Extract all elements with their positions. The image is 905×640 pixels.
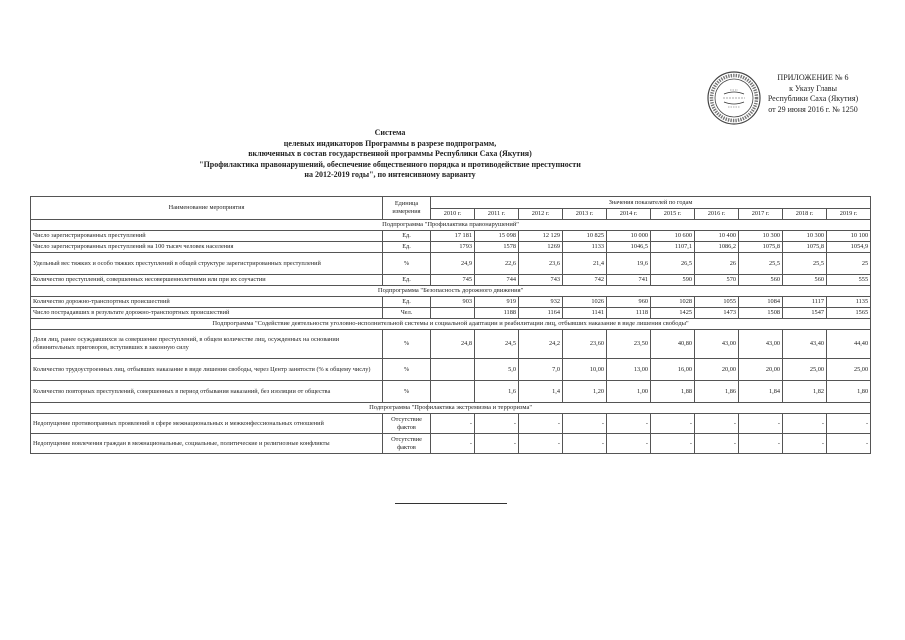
- indicator-value: -: [695, 434, 739, 454]
- header-year: 2012 г.: [519, 209, 563, 220]
- indicator-value: 1188: [475, 308, 519, 319]
- indicator-value: 17 181: [431, 231, 475, 242]
- indicator-value: 1565: [827, 308, 871, 319]
- indicator-value: 1135: [827, 297, 871, 308]
- indicator-value: -: [607, 434, 651, 454]
- indicator-value: -: [783, 414, 827, 434]
- indicator-value: -: [475, 434, 519, 454]
- indicator-value: 1075,8: [739, 242, 783, 253]
- indicator-value: -: [651, 434, 695, 454]
- header-year: 2014 г.: [607, 209, 651, 220]
- indicator-value: -: [827, 414, 871, 434]
- indicator-name: Количество трудоустроенных лиц, отбывших наказание в виде лишения свободы, через Центр занятости (% к общему числу): [31, 359, 383, 381]
- indicator-value: [431, 381, 475, 403]
- header-year: 2018 г.: [783, 209, 827, 220]
- indicator-value: 560: [739, 275, 783, 286]
- indicator-name: Число пострадавших в результате дорожно-транспортных происшествий: [31, 308, 383, 319]
- appendix-issuer: Республики Саха (Якутия): [767, 94, 859, 103]
- indicator-value: -: [695, 414, 739, 434]
- indicator-value: 560: [783, 275, 827, 286]
- table-row: [31, 434, 871, 454]
- indicator-name: Количество повторных преступлений, совершенных в период отбывания наказаний, без изоляции от общества: [31, 381, 383, 403]
- header-year: 2010 г.: [431, 209, 475, 220]
- indicator-value: 1,80: [827, 381, 871, 403]
- indicator-value: 10 100: [827, 231, 871, 242]
- indicator-value: 26,5: [651, 253, 695, 275]
- table-body: [31, 220, 871, 454]
- indicator-value: 1118: [607, 308, 651, 319]
- indicator-value: 20,00: [695, 359, 739, 381]
- indicator-value: -: [431, 414, 475, 434]
- indicator-value: -: [431, 434, 475, 454]
- end-of-document-line: [395, 503, 507, 504]
- indicator-value: 23,6: [519, 253, 563, 275]
- indicator-value: 1,84: [739, 381, 783, 403]
- indicator-value: 25,00: [827, 359, 871, 381]
- indicator-value: 20,00: [739, 359, 783, 381]
- subprogram-title: Подпрограмма "Профилактика экстремизма и терроризма": [31, 403, 871, 414]
- indicator-value: 570: [695, 275, 739, 286]
- indicator-value: 25,00: [783, 359, 827, 381]
- indicator-value: 25,5: [783, 253, 827, 275]
- indicator-value: 43,00: [739, 330, 783, 359]
- indicator-unit: Ед.: [383, 231, 431, 242]
- indicator-value: -: [519, 414, 563, 434]
- header-year: 2017 г.: [739, 209, 783, 220]
- indicator-value: 13,00: [607, 359, 651, 381]
- header-unit-line: измерения: [392, 208, 421, 215]
- indicator-name: Количество преступлений, совершенных несовершеннолетними или при их соучастии: [31, 275, 383, 286]
- indicator-value: 1,86: [695, 381, 739, 403]
- indicator-value: 903: [431, 297, 475, 308]
- indicator-value: 745: [431, 275, 475, 286]
- indicator-value: 44,40: [827, 330, 871, 359]
- indicator-unit: %: [383, 253, 431, 275]
- indicator-value: -: [651, 414, 695, 434]
- table-row: [31, 330, 871, 359]
- indicator-unit: Ед.: [383, 275, 431, 286]
- indicator-value: 43,00: [695, 330, 739, 359]
- indicator-value: 1117: [783, 297, 827, 308]
- indicator-unit: Отсутствие фактов: [383, 434, 431, 454]
- indicator-unit: Ед.: [383, 242, 431, 253]
- indicator-value: 24,5: [475, 330, 519, 359]
- indicator-value: 1,4: [519, 381, 563, 403]
- header-values-by-year: Значения показателей по годам: [431, 197, 871, 209]
- indicator-value: 24,8: [431, 330, 475, 359]
- indicator-unit: Чел.: [383, 308, 431, 319]
- subprogram-row: [31, 220, 871, 231]
- table-row: [31, 414, 871, 434]
- appendix-date: от 29 июня 2016 г. № 1250: [768, 104, 858, 114]
- indicator-value: 555: [827, 275, 871, 286]
- indicator-value: 10 300: [739, 231, 783, 242]
- indicator-value: 743: [519, 275, 563, 286]
- indicator-value: 25: [827, 253, 871, 275]
- indicator-value: 1084: [739, 297, 783, 308]
- indicator-value: 25,5: [739, 253, 783, 275]
- appendix-number: ПРИЛОЖЕНИЕ № 6: [777, 73, 849, 82]
- indicator-value: 12 129: [519, 231, 563, 242]
- indicator-value: 19,6: [607, 253, 651, 275]
- subprogram-title: Подпрограмма "Содействие деятельности уголовно-исполнительной системы и социальной адаптации и реабилитации лиц, отбывших наказание в виде лишения свободы": [31, 319, 871, 330]
- indicator-value: 1075,8: [783, 242, 827, 253]
- header-year: 2015 г.: [651, 209, 695, 220]
- header-year: 2013 г.: [563, 209, 607, 220]
- indicator-value: 1055: [695, 297, 739, 308]
- indicator-value: 21,4: [563, 253, 607, 275]
- table-row: [31, 381, 871, 403]
- indicator-unit: %: [383, 359, 431, 381]
- indicator-value: 1028: [651, 297, 695, 308]
- indicator-value: 1,20: [563, 381, 607, 403]
- subprogram-title: Подпрограмма "Безопасность дорожного движения": [31, 286, 871, 297]
- indicator-value: 24,9: [431, 253, 475, 275]
- indicator-name: Количество дорожно-транспортных происшествий: [31, 297, 383, 308]
- indicator-name: Недопущение вовлечения граждан в межнациональные, социальные, политические и религиозные конфликты: [31, 434, 383, 454]
- indicator-value: 10 400: [695, 231, 739, 242]
- indicator-value: 23,50: [607, 330, 651, 359]
- indicator-value: 960: [607, 297, 651, 308]
- subprogram-row: [31, 403, 871, 414]
- indicator-value: 1133: [563, 242, 607, 253]
- indicator-value: 1054,9: [827, 242, 871, 253]
- subprogram-row: [31, 286, 871, 297]
- indicator-value: 1107,1: [651, 242, 695, 253]
- indicator-value: 1578: [475, 242, 519, 253]
- indicator-value: 742: [563, 275, 607, 286]
- table-row: [31, 231, 871, 242]
- indicator-value: 1,88: [651, 381, 695, 403]
- indicator-value: 10 825: [563, 231, 607, 242]
- table-row: [31, 242, 871, 253]
- indicator-value: -: [827, 434, 871, 454]
- indicator-value: 10 300: [783, 231, 827, 242]
- indicator-value: 1,82: [783, 381, 827, 403]
- subprogram-row: [31, 319, 871, 330]
- table-row: [31, 275, 871, 286]
- indicator-value: 1508: [739, 308, 783, 319]
- indicator-value: -: [563, 414, 607, 434]
- title-line: включенных в состав государственной программы Республики Саха (Якутия): [248, 149, 532, 158]
- indicator-name: Доля лиц, ранее осуждавшихся за совершение преступлений, в общем количестве лиц, осужденных на основании обвинительных приговоров, вступивших в законную силу: [31, 330, 383, 359]
- indicator-value: 741: [607, 275, 651, 286]
- indicator-value: 40,80: [651, 330, 695, 359]
- table-row: [31, 253, 871, 275]
- indicator-value: 1269: [519, 242, 563, 253]
- indicator-name: Число зарегистрированных преступлений: [31, 231, 383, 242]
- indicator-value: 744: [475, 275, 519, 286]
- indicator-value: 590: [651, 275, 695, 286]
- indicator-value: -: [739, 414, 783, 434]
- indicator-value: 1547: [783, 308, 827, 319]
- indicator-value: 1793: [431, 242, 475, 253]
- indicator-value: -: [519, 434, 563, 454]
- subprogram-title: Подпрограмма "Профилактика правонарушений": [31, 220, 871, 231]
- indicator-value: -: [739, 434, 783, 454]
- document-title: [120, 128, 660, 181]
- indicator-name: Число зарегистрированных преступлений на 100 тысяч человек населения: [31, 242, 383, 253]
- title-line: целевых индикаторов Программы в разрезе подпрограмм,: [283, 138, 497, 148]
- indicator-value: -: [783, 434, 827, 454]
- indicator-value: [431, 359, 475, 381]
- indicator-value: 1425: [651, 308, 695, 319]
- indicator-value: 15 098: [475, 231, 519, 242]
- title-line: "Профилактика правонарушений, обеспечение общественного порядка и противодействие преступности: [199, 159, 581, 169]
- indicator-value: 22,6: [475, 253, 519, 275]
- indicator-value: 16,00: [651, 359, 695, 381]
- title-line: на 2012-2019 годы", по интенсивному варианту: [304, 170, 476, 179]
- indicator-value: 1046,5: [607, 242, 651, 253]
- indicator-value: 1086,2: [695, 242, 739, 253]
- table-row: [31, 308, 871, 319]
- indicator-value: -: [563, 434, 607, 454]
- indicator-value: 24,2: [519, 330, 563, 359]
- indicator-value: 26: [695, 253, 739, 275]
- indicator-value: 5,0: [475, 359, 519, 381]
- header-year: 2016 г.: [695, 209, 739, 220]
- indicator-value: 1164: [519, 308, 563, 319]
- indicator-name: Недопущение противоправных проявлений в сфере межнациональных и межконфессиональных отношений: [31, 414, 383, 434]
- indicator-value: 1473: [695, 308, 739, 319]
- indicator-value: 10 600: [651, 231, 695, 242]
- header-unit-line: Единица: [394, 200, 419, 208]
- indicator-value: 23,60: [563, 330, 607, 359]
- indicator-value: 1,6: [475, 381, 519, 403]
- indicators-table: [30, 196, 871, 454]
- indicator-unit: %: [383, 330, 431, 359]
- indicator-value: -: [607, 414, 651, 434]
- indicator-value: 7,0: [519, 359, 563, 381]
- indicator-name: Удельный вес тяжких и особо тяжких преступлений в общей структуре зарегистрированных преступлений: [31, 253, 383, 275]
- indicator-unit: %: [383, 381, 431, 403]
- indicator-value: 932: [519, 297, 563, 308]
- indicator-value: 919: [475, 297, 519, 308]
- indicator-value: 1026: [563, 297, 607, 308]
- indicator-unit: Отсутствие фактов: [383, 414, 431, 434]
- indicator-value: [431, 308, 475, 319]
- header-year: 2019 г.: [827, 209, 871, 220]
- indicator-value: 1,00: [607, 381, 651, 403]
- table-header: [31, 197, 871, 220]
- indicator-unit: Ед.: [383, 297, 431, 308]
- table-row: [31, 359, 871, 381]
- indicator-value: 1141: [563, 308, 607, 319]
- appendix-decree-ref: к Указу Главы: [789, 83, 837, 93]
- indicator-value: 10,00: [563, 359, 607, 381]
- header-name: Наименование мероприятия: [31, 197, 383, 220]
- header-unit: [383, 197, 431, 220]
- header-year: 2011 г.: [475, 209, 519, 220]
- table-row: [31, 297, 871, 308]
- indicator-value: 10 000: [607, 231, 651, 242]
- indicator-value: 43,40: [783, 330, 827, 359]
- appendix-header: [748, 73, 878, 115]
- title-line: Система: [374, 128, 406, 137]
- indicator-value: -: [475, 414, 519, 434]
